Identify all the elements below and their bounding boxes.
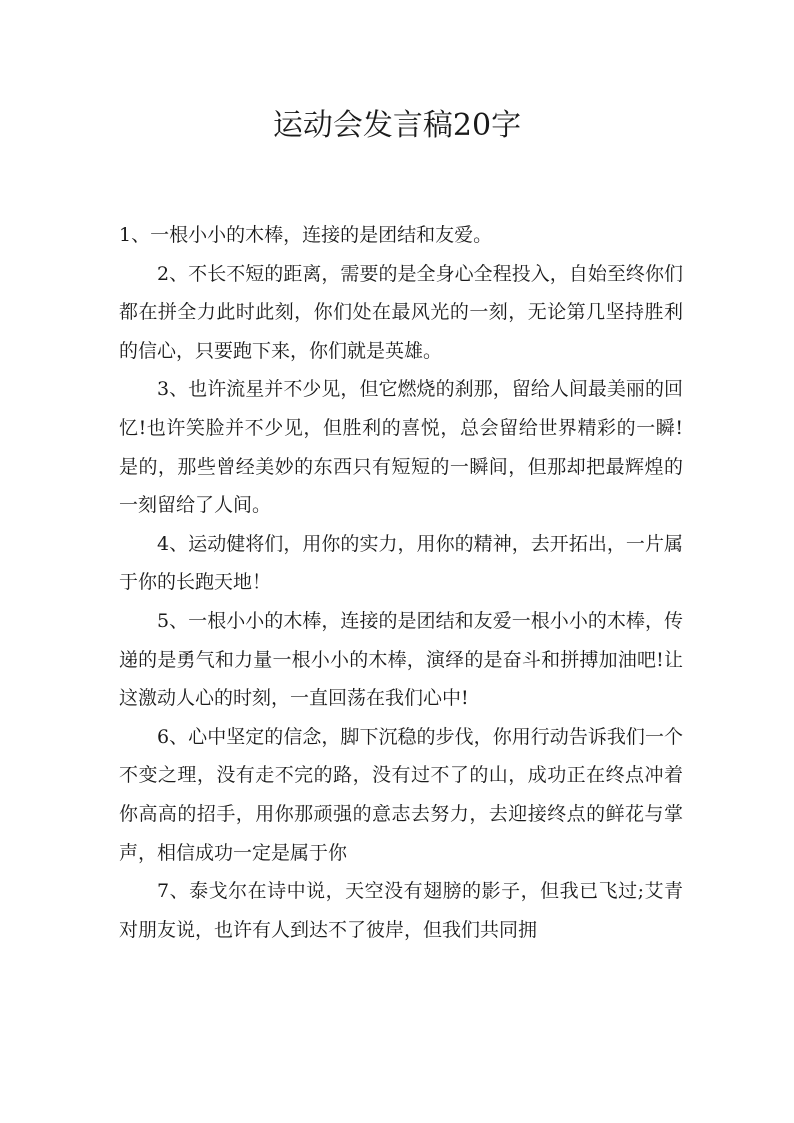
paragraph-7: 7、泰戈尔在诗中说，天空没有翅膀的影子，但我已飞过;艾青对朋友说，也许有人到达不了彼岸，但我们共同拥 [119, 880, 683, 941]
document-body [119, 216, 683, 949]
document-title: 运动会发言稿20字 [272, 108, 522, 143]
paragraph-2: 2、不长不短的距离，需要的是全身心全程投入，自始至终你们都在拼全力此时此刻，你们处在最风光的一刻，无论第几坚持胜利的信心，只要跑下来，你们就是英雄。 [119, 262, 683, 362]
paragraph-3: 3、也许流星并不少见，但它燃烧的刹那，留给人间最美丽的回忆!也许笑脸并不少见，但胜利的喜悦，总会留给世界精彩的一瞬!是的，那些曾经美妙的东西只有短短的一瞬间，但那却把最辉煌的一刻留给了人间。 [119, 378, 683, 517]
paragraph-1: 1、一根小小的木棒，连接的是团结和友爱。 [119, 224, 493, 246]
paragraph-4: 4、运动健将们，用你的实力，用你的精神，去开拓出，一片属于你的长跑天地！ [119, 532, 683, 594]
paragraph-6: 6、心中坚定的信念，脚下沉稳的步伐，你用行动告诉我们一个不变之理，没有走不完的路，没有过不了的山，成功正在终点冲着你高高的招手，用你那顽强的意志去努力，去迎接终点的鲜花与掌声，相信成功一定是属于你 [119, 725, 683, 864]
paragraph-5: 5、一根小小的木棒，连接的是团结和友爱一根小小的木棒，传递的是勇气和力量一根小小的木棒，演绎的是奋斗和拼搏加油吧!让这激动人心的时刻，一直回荡在我们心中! [119, 609, 683, 710]
